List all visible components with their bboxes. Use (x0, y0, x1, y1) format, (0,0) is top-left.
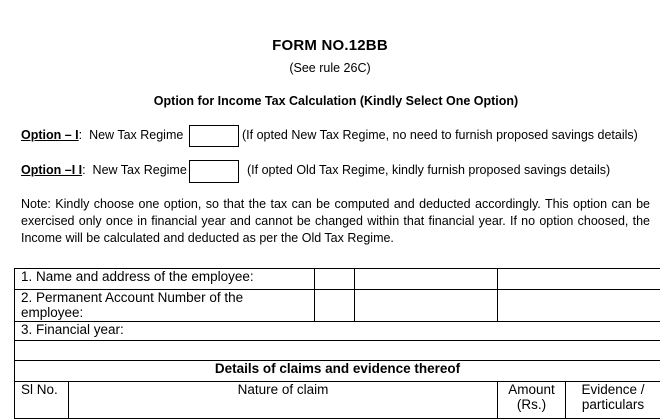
option-1-label: Option – I (21, 128, 79, 142)
option-1-regime: New Tax Regime (89, 128, 184, 142)
table-row (15, 269, 660, 290)
table-row (15, 361, 660, 382)
table-cell[interactable] (355, 290, 498, 322)
col-header-nature-of-claim: Nature of claim (69, 382, 498, 419)
section-title: Details of claims and evidence thereof (15, 361, 660, 382)
option-heading: Option for Income Tax Calculation (Kindly Select One Option) (153, 94, 519, 108)
employee-name-label: 1. Name and address of the employee: (15, 269, 315, 290)
form-title: FORM NO.12BB (272, 37, 388, 54)
employee-name-value[interactable] (498, 269, 660, 290)
blank-row (15, 341, 660, 361)
option-2-regime: New Tax Regime (92, 163, 187, 177)
employee-claims-table (14, 268, 660, 419)
note-paragraph: Note: Kindly choose one option, so that the tax can be computed and deducted accordingly. This option can be exercised only once in financial year and cannot be changed within that financial year. If no option choosed, the Income will be calculated and deducted as per the Old Tax Regime. (21, 197, 650, 245)
table-row (15, 341, 660, 361)
col-header-evidence: Evidence / particulars (566, 382, 660, 419)
pan-value[interactable] (498, 290, 660, 322)
option-1-row (21, 128, 183, 142)
table-cell[interactable] (355, 269, 498, 290)
option-2-checkbox[interactable] (189, 160, 239, 183)
table-header-row (15, 382, 660, 419)
option-2-colon: : (82, 163, 86, 177)
col-header-sl-no: Sl No. (15, 382, 69, 419)
option-1-colon: : (78, 128, 83, 142)
table-cell[interactable] (315, 290, 355, 322)
option-1-checkbox[interactable] (189, 125, 239, 147)
option-2-note: (If opted Old Tax Regime, kindly furnish proposed savings details) (247, 163, 611, 177)
option-2-row (21, 163, 187, 177)
table-cell[interactable] (315, 269, 355, 290)
option-2-label: Option –I I (21, 163, 83, 177)
option-1-note: (If opted New Tax Regime, no need to furnish proposed savings details) (242, 128, 638, 142)
rule-reference: (See rule 26C) (289, 61, 371, 75)
col-header-amount: Amount (Rs.) (498, 382, 566, 419)
table-row (15, 290, 660, 322)
table-row (15, 322, 660, 341)
financial-year-label: 3. Financial year: (15, 322, 660, 341)
pan-label: 2. Permanent Account Number of the employee: (15, 290, 315, 322)
